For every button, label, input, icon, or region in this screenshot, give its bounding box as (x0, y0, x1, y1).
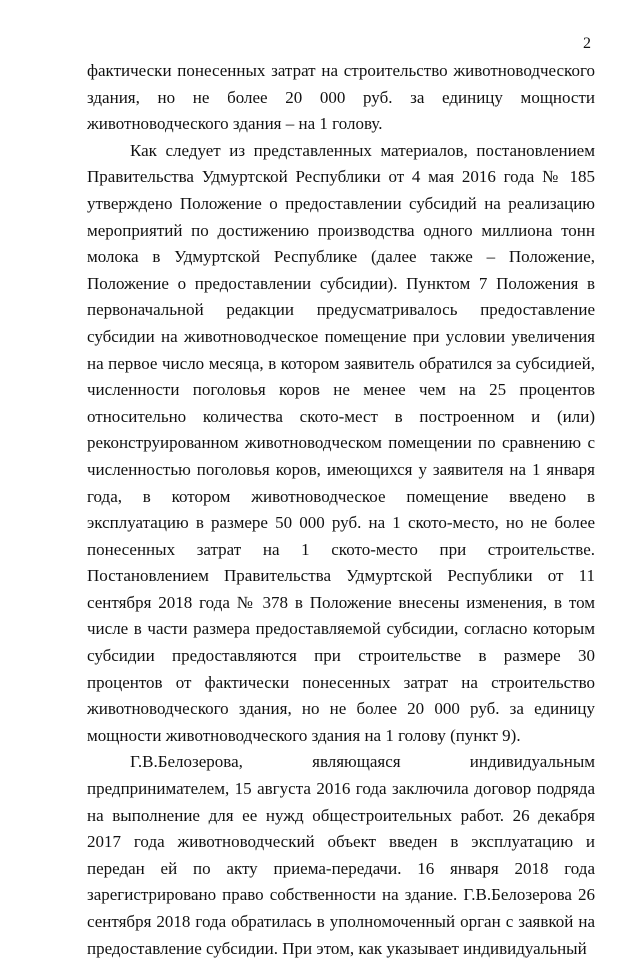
paragraph-belozerova: Г.В.Белозерова, являющаяся индивидуальным предпринимателем, 15 августа 2016 года заключила договор подряда на выполнение для ее нужд общестроительных работ. 26 декабря 2017 года животноводческий объект введен в эксплуатацию и передан ей по акту приема-передачи. 16 января 2018 года зарегистрировано право собственности на здание. Г.В.Белозерова 26 сентября 2018 года обратилась в уполномоченный орган с заявкой на предоставление субсидии. При этом, как указывает индивидуальный (87, 752, 595, 958)
page-number: 2 (583, 35, 591, 52)
paragraph-regulation: Как следует из представленных материалов, постановлением Правительства Удмуртской Республики от 4 мая 2016 года № 185 утверждено Положение о предоставлении субсидий на реализацию мероприятий по достижению производства одного миллиона тонн молока в Удмуртской Республике (далее также – Положение, Положение о предоставлении субсидии). Пунктом 7 Положения в первоначальной редакции предусматривалось предоставление субсидии на животноводческое помещение при условии увеличения на первое число месяца, в котором заявитель обратился за субсидией, численности поголовья коров не менее чем на 25 процентов относительно количества ското-мест в построенном и (или) реконструированном животноводческом помещении по сравнению с численностью поголовья коров, имеющихся у заявителя на 1 января года, в котором животноводческое помещение введено в эксплуатацию в размере 50 000 руб. на 1 ското-место, но не более понесенных затрат на 1 ското-место при строительстве. Постановлением Правительства Удмуртской Республики от 11 сентября 2018 года № 378 в Положение внесены изменения, в том числе в части размера предоставляемой субсидии, согласно которым субсидии предоставляются при строительстве в размере 30 процентов от фактически понесенных затрат на строительство животноводческого здания, но не более 20 000 руб. за единицу мощности животноводческого здания на 1 голову (пункт 9). (87, 140, 595, 745)
paragraph-continuation: фактически понесенных затрат на строительство животноводческого здания, но не более 20 000 руб. за единицу мощности животноводческого здания – на 1 голову. (87, 61, 595, 134)
document-body (87, 58, 595, 962)
